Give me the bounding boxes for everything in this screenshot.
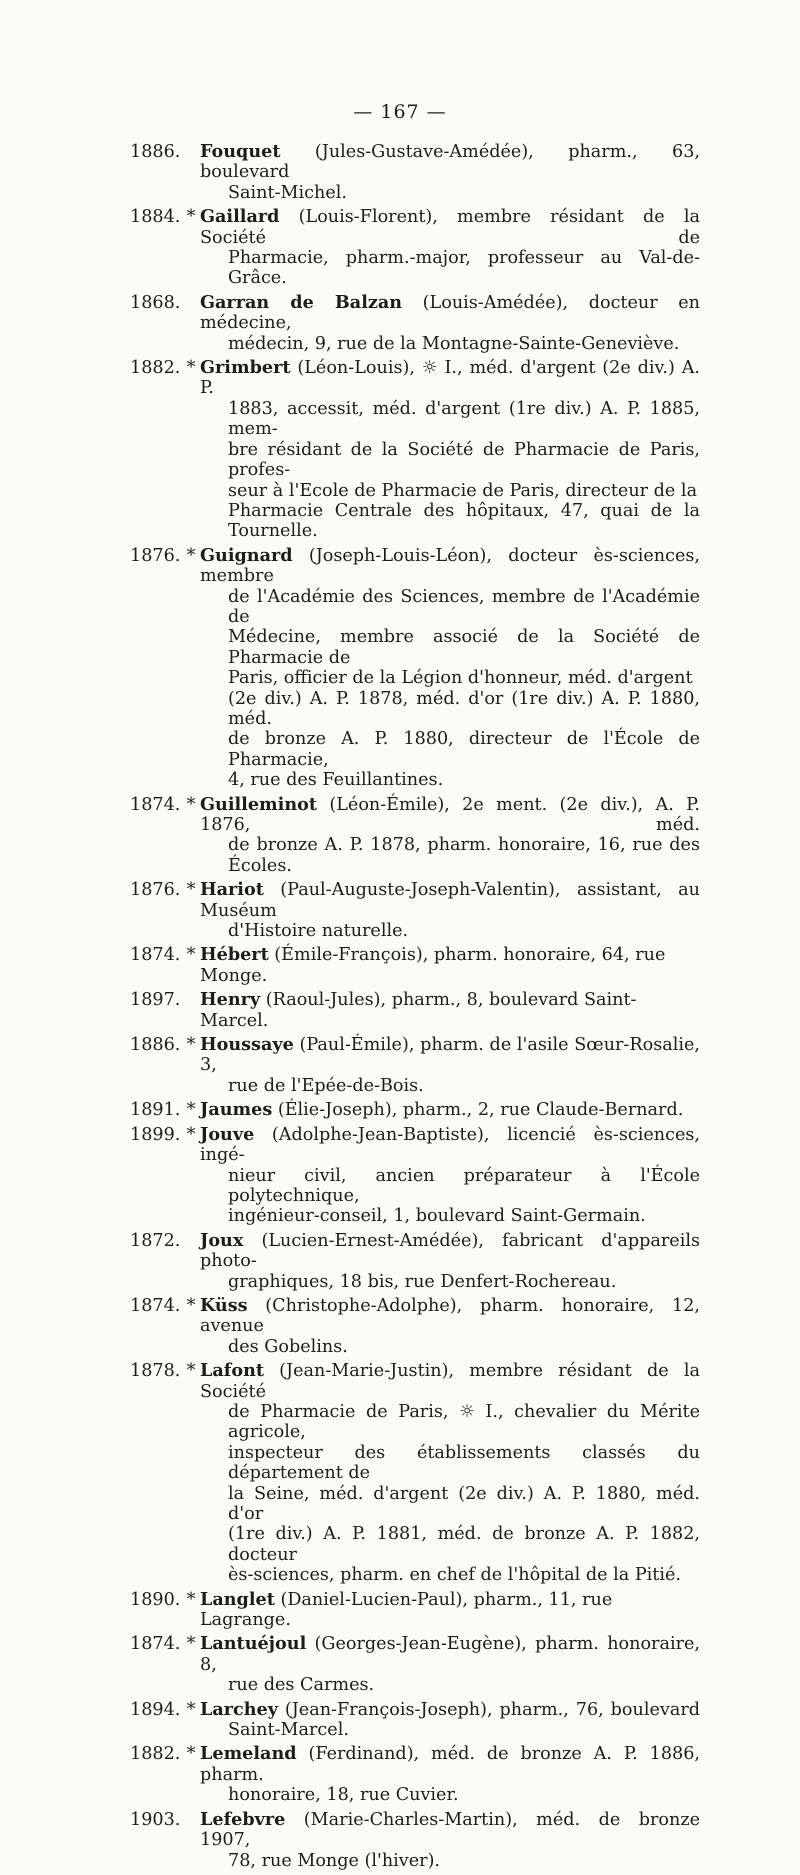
entry-year: 1874. <box>130 945 181 966</box>
entry-marker: * <box>186 1295 196 1316</box>
member-name: Houssaye <box>200 1034 294 1056</box>
member-name: Lefebvre <box>200 1808 286 1830</box>
entry-marker: * <box>186 1589 196 1610</box>
entry-continuation-line: (1re div.) A. P. 1881, méd. de bronze A. P. 1882, docteur <box>228 1524 700 1565</box>
entry-first-line <box>200 1810 700 1851</box>
entry-continuation-line: nieur civil, ancien préparateur à l'École polytechnique, <box>228 1165 700 1206</box>
member-entry <box>130 358 700 542</box>
member-details: (Jean-Marie-Justin), membre résidant de la Société <box>200 1361 700 1402</box>
entry-marker: * <box>186 1634 196 1655</box>
entry-first-line <box>200 1125 700 1166</box>
entry-continuation-line: rue de l'Epée-de-Bois. <box>228 1075 424 1096</box>
entry-marker: * <box>186 1124 196 1145</box>
member-name: Lafont <box>200 1360 264 1382</box>
entry-continuation-line: Médecine, membre associé de la Société de Pharmacie de <box>228 627 700 668</box>
entry-first-line <box>200 1590 700 1631</box>
member-entry <box>130 546 700 791</box>
entry-first-line <box>200 795 700 836</box>
member-name: Lemeland <box>200 1743 297 1765</box>
entry-first-line <box>200 1035 700 1076</box>
entry-year: 1886. <box>130 142 181 162</box>
entry-year: 1882. <box>130 1744 181 1765</box>
entry-first-line <box>200 1296 700 1337</box>
entry-continuation-line: des Gobelins. <box>228 1336 348 1357</box>
entry-year: 1903. <box>130 1809 181 1830</box>
member-entry <box>130 795 700 877</box>
member-details: (Lucien-Ernest-Amédée), fabricant d'appareils photo- <box>200 1230 700 1272</box>
entry-continuation-line: ingénieur-conseil, 1, boulevard Saint-Germain. <box>228 1206 646 1227</box>
member-name: Langlet <box>200 1588 275 1610</box>
entry-year: 1876. <box>130 545 181 566</box>
member-name: Guilleminot <box>200 793 318 815</box>
member-details: (Paul-Émile), pharm. de l'asile Sœur-Rosalie, 3, <box>200 1035 700 1076</box>
member-details: (Paul-Auguste-Joseph-Valentin), assistant, au Muséum <box>200 880 700 921</box>
member-entry <box>130 1590 700 1631</box>
member-name: Guignard <box>200 544 293 566</box>
member-name: Joux <box>200 1229 244 1251</box>
member-details: (Marie-Charles-Martin), méd. de bronze 1907, <box>200 1809 700 1851</box>
entry-marker: * <box>186 358 196 379</box>
member-entry <box>130 1810 700 1871</box>
entry-first-line <box>200 1700 700 1720</box>
member-entry <box>130 142 700 203</box>
member-name: Fouquet <box>200 141 281 162</box>
entry-year: 1884. <box>130 207 181 228</box>
member-entry <box>130 1361 700 1585</box>
entry-first-line <box>200 1231 700 1272</box>
entry-marker: * <box>186 880 196 901</box>
entry-year: 1899. <box>130 1124 181 1145</box>
entry-continuation-line: Pharmacie Centrale des hôpitaux, 47, quai de la Tournelle. <box>228 500 700 542</box>
entry-year: 1876. <box>130 880 181 901</box>
entry-continuation-line: seur à l'Ecole de Pharmacie de Paris, directeur de la <box>228 480 698 501</box>
entry-continuation-line: médecin, 9, rue de la Montagne-Sainte-Geneviève. <box>228 333 680 354</box>
entry-year: 1882. <box>130 358 181 379</box>
member-name: Küss <box>200 1294 248 1316</box>
member-name: Hébert <box>200 944 269 966</box>
member-name: Jaumes <box>200 1099 273 1121</box>
member-details: (Daniel-Lucien-Paul), pharm., 11, rue Lagrange. <box>200 1589 613 1631</box>
entry-year: 1872. <box>130 1230 181 1251</box>
entry-continuation-line: 4, rue des Feuillantines. <box>228 770 444 791</box>
entry-continuation-line: Paris, officier de la Légion d'honneur, méd. d'argent <box>228 668 693 689</box>
entry-marker: * <box>186 1035 196 1056</box>
member-entry <box>130 207 700 289</box>
entry-first-line <box>200 1100 700 1120</box>
member-details: (Émile-François), pharm. honoraire, 64, rue Monge. <box>200 945 666 986</box>
member-entry <box>130 1100 700 1120</box>
entry-continuation-line: (2e div.) A. P. 1878, méd. d'or (1re div.) A. P. 1880, méd. <box>228 688 700 729</box>
member-entry <box>130 1744 700 1805</box>
entry-marker: * <box>186 1361 196 1382</box>
entry-continuation-line: Saint-Michel. <box>228 182 347 203</box>
member-entry <box>130 945 700 986</box>
entry-continuation-line: la Seine, méd. d'argent (2e div.) A. P. 1880, méd. d'or <box>228 1483 700 1524</box>
member-name: Lantuéjoul <box>200 1633 307 1655</box>
entry-continuation-line: Pharmacie, pharm.-major, professeur au Val-de-Grâce. <box>228 248 700 289</box>
entry-year: 1894. <box>130 1699 181 1720</box>
member-details: (Adolphe-Jean-Baptiste), licencié ès-sciences, ingé- <box>200 1124 700 1166</box>
entry-year: 1891. <box>130 1100 181 1121</box>
member-details: (Joseph-Louis-Léon), docteur ès-sciences, membre <box>200 545 700 587</box>
member-list <box>130 142 700 1875</box>
entry-first-line <box>200 142 700 183</box>
member-name: Gaillard <box>200 206 280 228</box>
member-name: Grimbert <box>200 357 291 379</box>
page-number: — 167 — <box>353 101 447 123</box>
entry-continuation-line: bre résidant de la Société de Pharmacie de Paris, profes- <box>228 439 700 481</box>
entry-marker: * <box>186 207 196 228</box>
member-details: (Jean-François-Joseph), pharm., 76, boulevard <box>277 1699 700 1720</box>
entry-continuation-line: d'Histoire naturelle. <box>228 921 409 942</box>
member-entry <box>130 293 700 354</box>
member-entry <box>130 1035 700 1096</box>
member-entry <box>130 1231 700 1292</box>
entry-year: 1890. <box>130 1589 181 1610</box>
entry-marker: * <box>186 1699 196 1720</box>
entry-first-line <box>200 990 700 1031</box>
entry-continuation-line: ès-sciences, pharm. en chef de l'hôpital de la Pitié. <box>228 1565 681 1586</box>
entry-continuation-line: de bronze A. P. 1880, directeur de l'École de Pharmacie, <box>228 729 700 770</box>
entry-year: 1878. <box>130 1361 181 1382</box>
member-name: Henry <box>200 989 261 1011</box>
member-name: Larchey <box>200 1698 278 1720</box>
member-details: (Jules-Gustave-Amédée), pharm., 63, boulevard <box>200 142 700 183</box>
member-details: (Louis-Florent), membre résidant de la Société de <box>200 207 700 248</box>
member-entry <box>130 1125 700 1227</box>
entry-continuation-line: rue des Carmes. <box>228 1675 375 1696</box>
entry-marker: * <box>186 945 196 966</box>
entry-first-line <box>200 1634 700 1675</box>
entry-year: 1874. <box>130 794 181 815</box>
entry-continuation-line: inspecteur des établissements classés du département de <box>228 1442 700 1484</box>
entry-first-line <box>200 1361 700 1402</box>
entry-first-line <box>200 1744 700 1785</box>
entry-continuation-line: de bronze A. P. 1878, pharm. honoraire, 16, rue des Écoles. <box>228 835 700 876</box>
member-details: (Élie-Joseph), pharm., 2, rue Claude-Bernard. <box>272 1100 684 1121</box>
member-entry <box>130 880 700 941</box>
entry-marker: * <box>186 794 196 815</box>
member-name: Garran de Balzan <box>200 291 403 313</box>
entry-marker: * <box>186 1744 196 1765</box>
member-details: (Léon-Louis), ☼ I., méd. d'argent (2e div.) A. P. <box>200 358 700 399</box>
entry-year: 1874. <box>130 1295 181 1316</box>
member-details: (Louis-Amédée), docteur en médecine, <box>200 292 700 334</box>
entry-continuation-line: de l'Académie des Sciences, membre de l'Académie de <box>228 586 700 627</box>
member-name: Jouve <box>200 1123 255 1145</box>
entry-year: 1868. <box>130 292 181 313</box>
member-entry <box>130 1634 700 1695</box>
entry-first-line <box>200 358 700 399</box>
entry-marker: * <box>186 1100 196 1121</box>
entry-marker: * <box>186 545 196 566</box>
member-details: (Raoul-Jules), pharm., 8, boulevard Saint-Marcel. <box>200 990 637 1031</box>
entry-continuation-line: graphiques, 18 bis, rue Denfert-Rochereau. <box>228 1271 617 1292</box>
entry-first-line <box>200 546 700 587</box>
member-name: Hariot <box>200 879 264 901</box>
entry-first-line <box>200 880 700 921</box>
entry-first-line <box>200 207 700 248</box>
member-details: (Léon-Émile), 2e ment. (2e div.), A. P. 1876, méd. <box>200 794 700 835</box>
member-details: (Christophe-Adolphe), pharm. honoraire, 12, avenue <box>200 1295 700 1337</box>
member-details: (Ferdinand), méd. de bronze A. P. 1886, pharm. <box>200 1744 700 1785</box>
member-details: (Georges-Jean-Eugène), pharm. honoraire, 8, <box>200 1634 700 1675</box>
entry-year: 1897. <box>130 990 181 1011</box>
entry-year: 1874. <box>130 1634 181 1655</box>
entry-continuation-line: 1883, accessit, méd. d'argent (1re div.) A. P. 1885, mem- <box>228 398 700 440</box>
entry-continuation-line: honoraire, 18, rue Cuvier. <box>228 1785 459 1806</box>
member-entry <box>130 1700 700 1741</box>
member-entry <box>130 1296 700 1357</box>
entry-first-line <box>200 293 700 334</box>
entry-first-line <box>200 945 700 986</box>
member-entry <box>130 990 700 1031</box>
entry-year: 1886. <box>130 1035 181 1056</box>
entry-continuation-line: 78, rue Monge (l'hiver). <box>228 1850 441 1871</box>
entry-continuation-line: Saint-Marcel. <box>228 1720 349 1741</box>
entry-continuation-line: de Pharmacie de Paris, ☼ I., chevalier du Mérite agricole, <box>228 1401 700 1443</box>
